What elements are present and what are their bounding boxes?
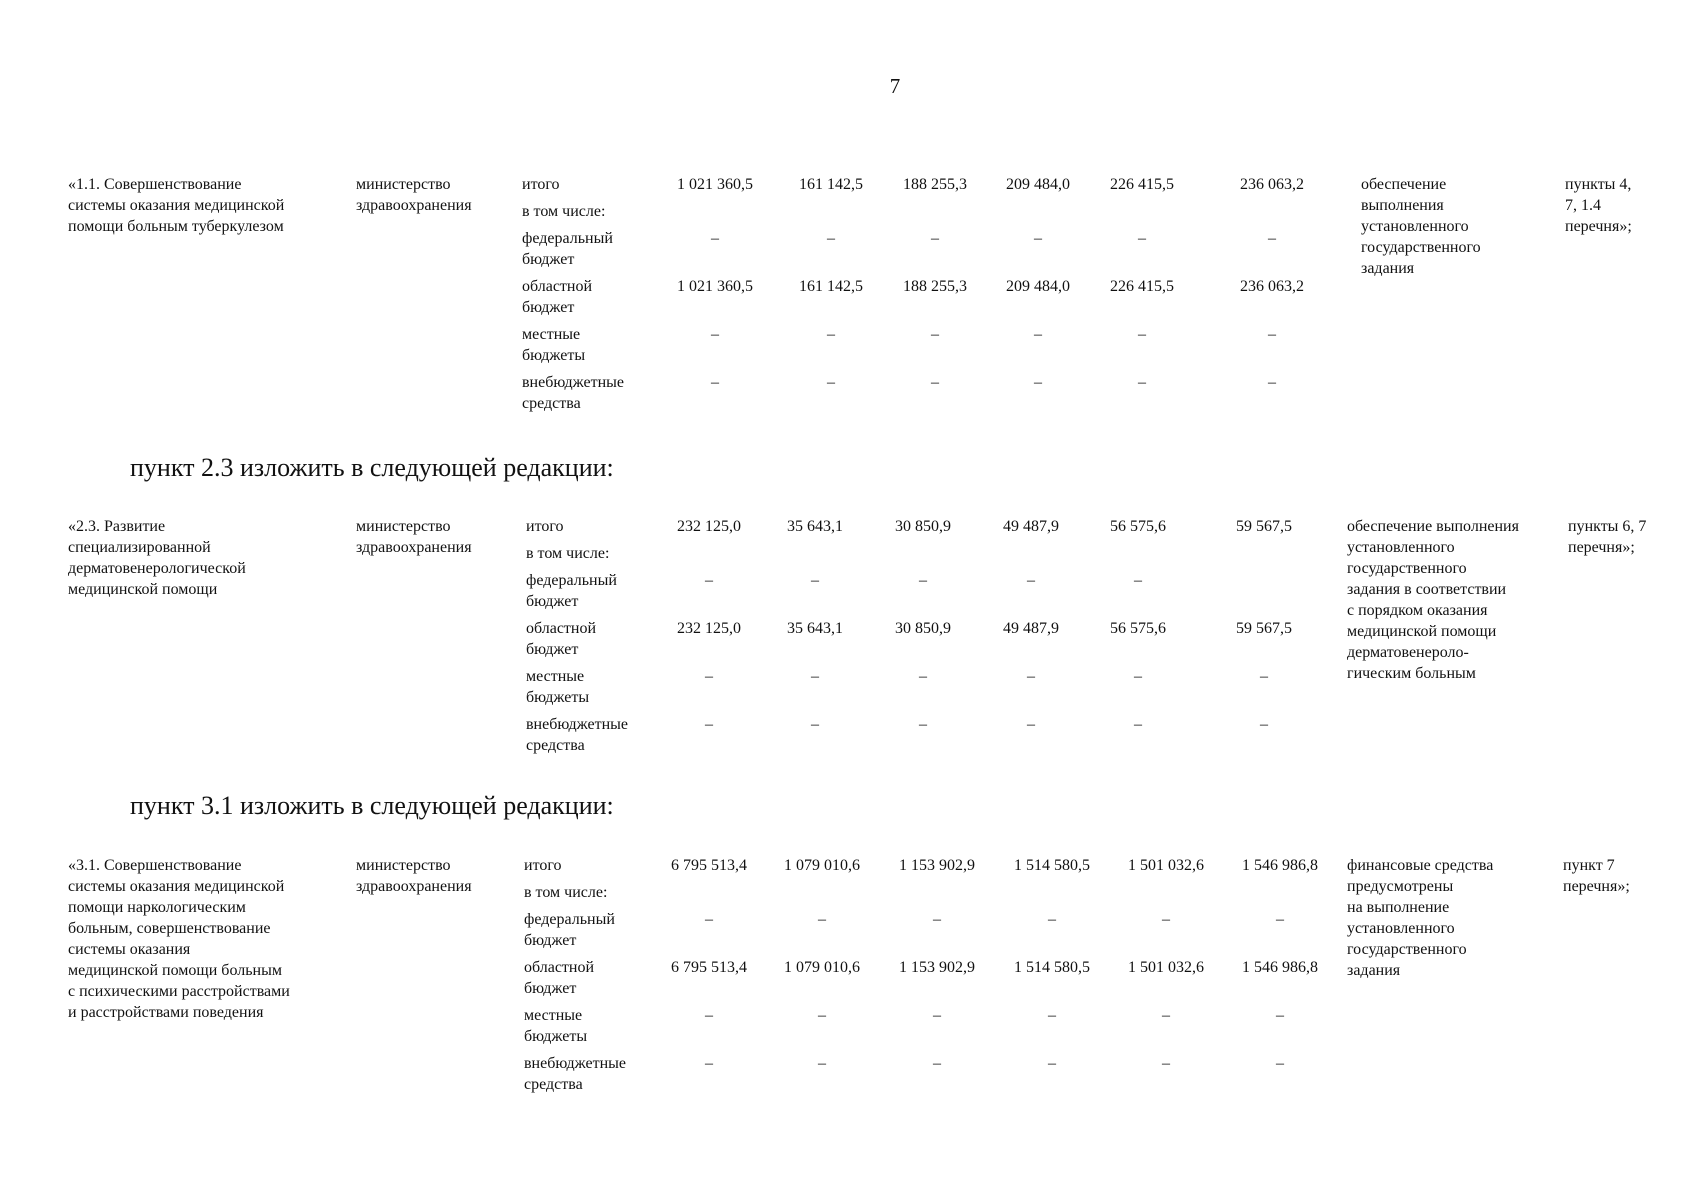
executor: министерство здравоохранения xyxy=(356,518,472,556)
funding-value: – xyxy=(705,1055,713,1072)
funding-value: 236 063,2 xyxy=(1240,278,1304,295)
funding-source-label: областной бюджет xyxy=(522,278,593,316)
measure-name: «3.1. Совершенствование системы оказания медицинской помощи наркологическим больным, совершенствование системы оказания медицинской помощи больным с психическими расстройствами и расстройствами поведения xyxy=(68,857,290,1021)
funding-value: – xyxy=(811,572,819,589)
funding-value: 1 079 010,6 xyxy=(784,857,860,874)
funding-source-label: в том числе: xyxy=(524,884,608,901)
funding-value: 188 255,3 xyxy=(903,278,967,295)
funding-value: – xyxy=(1268,326,1276,343)
funding-value: – xyxy=(1138,326,1146,343)
funding-value: – xyxy=(818,1007,826,1024)
funding-value: 30 850,9 xyxy=(895,620,951,637)
funding-value: – xyxy=(919,716,927,733)
funding-value: – xyxy=(1048,911,1056,928)
funding-value: – xyxy=(705,716,713,733)
funding-value: – xyxy=(711,326,719,343)
funding-value: 188 255,3 xyxy=(903,176,967,193)
funding-value: – xyxy=(931,374,939,391)
funding-value: 1 501 032,6 xyxy=(1128,857,1204,874)
funding-value: – xyxy=(1134,572,1142,589)
funding-value: 1 514 580,5 xyxy=(1014,959,1090,976)
funding-source-label: внебюджетные средства xyxy=(524,1055,626,1093)
funding-value: 226 415,5 xyxy=(1110,176,1174,193)
funding-value: – xyxy=(933,1007,941,1024)
funding-value: – xyxy=(1048,1055,1056,1072)
funding-value: 56 575,6 xyxy=(1110,518,1166,535)
funding-value: 1 153 902,9 xyxy=(899,959,975,976)
funding-value: 30 850,9 xyxy=(895,518,951,535)
funding-value: – xyxy=(818,1055,826,1072)
funding-value: – xyxy=(1276,1055,1284,1072)
funding-value: 161 142,5 xyxy=(799,176,863,193)
funding-source-label: в том числе: xyxy=(526,545,610,562)
funding-value: – xyxy=(827,230,835,247)
funding-value: – xyxy=(1268,230,1276,247)
funding-value: – xyxy=(1134,716,1142,733)
funding-value: – xyxy=(1027,572,1035,589)
funding-value: 35 643,1 xyxy=(787,620,843,637)
funding-value: – xyxy=(1162,911,1170,928)
funding-source-label: итого xyxy=(526,518,564,535)
funding-value: – xyxy=(919,572,927,589)
funding-value: 6 795 513,4 xyxy=(671,857,747,874)
funding-value: – xyxy=(1034,374,1042,391)
funding-source-label: внебюджетные средства xyxy=(526,716,628,754)
funding-value: – xyxy=(1048,1007,1056,1024)
funding-value: – xyxy=(1027,668,1035,685)
funding-value: – xyxy=(711,230,719,247)
funding-value: 232 125,0 xyxy=(677,620,741,637)
funding-value: 1 153 902,9 xyxy=(899,857,975,874)
funding-value: – xyxy=(1034,230,1042,247)
funding-value: 59 567,5 xyxy=(1236,518,1292,535)
funding-value: – xyxy=(1260,716,1268,733)
funding-value: – xyxy=(1162,1007,1170,1024)
funding-value: 232 125,0 xyxy=(677,518,741,535)
funding-value: – xyxy=(919,668,927,685)
funding-value: – xyxy=(931,230,939,247)
funding-value: 236 063,2 xyxy=(1240,176,1304,193)
funding-value: – xyxy=(811,716,819,733)
funding-value: – xyxy=(818,911,826,928)
funding-value: – xyxy=(711,374,719,391)
funding-value: 6 795 513,4 xyxy=(671,959,747,976)
amendment-instruction: пункт 2.3 изложить в следующей редакции: xyxy=(130,453,614,482)
executor: министерство здравоохранения xyxy=(356,176,472,214)
funding-source-label: федеральный бюджет xyxy=(522,230,613,268)
funding-value: 209 484,0 xyxy=(1006,278,1070,295)
funding-value: – xyxy=(1134,668,1142,685)
list-reference: пункты 4, 7, 1.4 перечня»; xyxy=(1565,176,1632,235)
expected-result: обеспечение выполнения установленного государственного задания xyxy=(1361,176,1481,277)
funding-value: 226 415,5 xyxy=(1110,278,1174,295)
funding-value: – xyxy=(705,911,713,928)
funding-value: – xyxy=(1138,374,1146,391)
funding-source-label: областной бюджет xyxy=(524,959,595,997)
funding-value: – xyxy=(1276,1007,1284,1024)
funding-source-label: внебюджетные средства xyxy=(522,374,624,412)
expected-result: обеспечение выполнения установленного государственного задания в соответствии с порядком оказания медицинской помощи дерматовенероло- гическим больным xyxy=(1347,518,1519,682)
executor: министерство здравоохранения xyxy=(356,857,472,895)
funding-value: 1 021 360,5 xyxy=(677,278,753,295)
funding-value: – xyxy=(931,326,939,343)
funding-value: 1 021 360,5 xyxy=(677,176,753,193)
funding-value: – xyxy=(1034,326,1042,343)
funding-value: 1 514 580,5 xyxy=(1014,857,1090,874)
measure-name: «1.1. Совершенствование системы оказания медицинской помощи больным туберкулезом xyxy=(68,176,285,235)
amendment-instruction: пункт 3.1 изложить в следующей редакции: xyxy=(130,791,614,820)
funding-source-label: областной бюджет xyxy=(526,620,597,658)
funding-value: 1 501 032,6 xyxy=(1128,959,1204,976)
funding-value: – xyxy=(1276,911,1284,928)
funding-value: – xyxy=(1268,374,1276,391)
funding-value: – xyxy=(811,668,819,685)
funding-value: 59 567,5 xyxy=(1236,620,1292,637)
funding-source-label: итого xyxy=(522,176,560,193)
funding-value: 209 484,0 xyxy=(1006,176,1070,193)
funding-value: 49 487,9 xyxy=(1003,518,1059,535)
funding-source-label: местные бюджеты xyxy=(526,668,590,706)
funding-value: 1 546 986,8 xyxy=(1242,857,1318,874)
funding-source-label: в том числе: xyxy=(522,203,606,220)
expected-result: финансовые средства предусмотрены на выполнение установленного государственного задания xyxy=(1347,857,1494,979)
funding-value: 1 546 986,8 xyxy=(1242,959,1318,976)
funding-source-label: итого xyxy=(524,857,562,874)
funding-value: – xyxy=(1260,668,1268,685)
funding-value: – xyxy=(1162,1055,1170,1072)
funding-source-label: местные бюджеты xyxy=(524,1007,588,1045)
funding-value: – xyxy=(1027,716,1035,733)
funding-value: 35 643,1 xyxy=(787,518,843,535)
page-number: 7 xyxy=(889,74,901,98)
funding-value: – xyxy=(933,911,941,928)
funding-value: 56 575,6 xyxy=(1110,620,1166,637)
funding-value: 49 487,9 xyxy=(1003,620,1059,637)
funding-value: – xyxy=(705,572,713,589)
list-reference: пункты 6, 7 перечня»; xyxy=(1568,518,1647,556)
funding-value: – xyxy=(933,1055,941,1072)
funding-value: – xyxy=(827,374,835,391)
funding-source-label: федеральный бюджет xyxy=(526,572,617,610)
measure-name: «2.3. Развитие специализированной дерматовенерологической медицинской помощи xyxy=(68,518,246,598)
funding-value: 1 079 010,6 xyxy=(784,959,860,976)
funding-value: – xyxy=(1138,230,1146,247)
funding-value: 161 142,5 xyxy=(799,278,863,295)
funding-value: – xyxy=(827,326,835,343)
funding-source-label: федеральный бюджет xyxy=(524,911,615,949)
funding-value: – xyxy=(705,668,713,685)
funding-value: – xyxy=(705,1007,713,1024)
list-reference: пункт 7 перечня»; xyxy=(1563,857,1630,895)
funding-source-label: местные бюджеты xyxy=(522,326,586,364)
